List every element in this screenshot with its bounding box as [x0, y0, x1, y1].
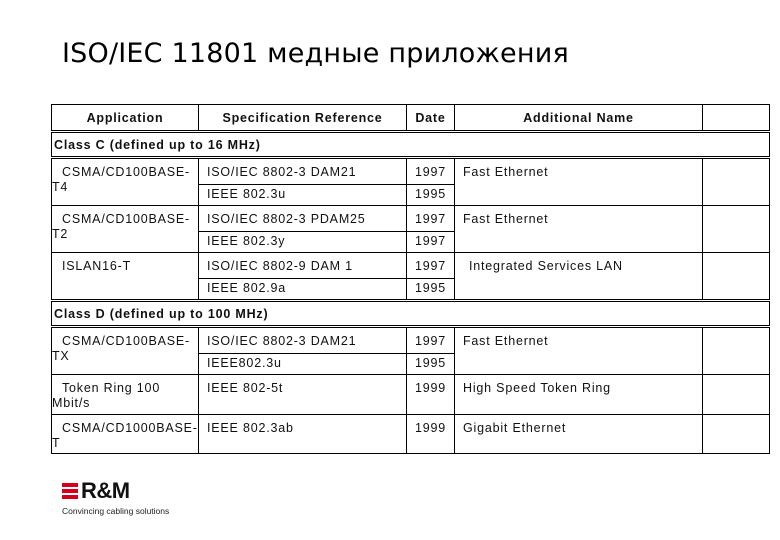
cell-spec: ISO/IEC 8802-3 DAM21	[199, 158, 407, 185]
cell-spec: IEEE 802.9a	[199, 279, 407, 301]
table-row	[52, 327, 770, 354]
app-line: CSMA/CD100BASE-	[62, 334, 191, 348]
section-row-class-c	[52, 132, 770, 158]
section-label: Class C (defined up to 16 MHz)	[52, 132, 770, 158]
header-additional-name: Additional Name	[455, 105, 703, 132]
cell-additional-name: Fast Ethernet	[455, 206, 703, 253]
cell-date: 1995	[407, 354, 455, 375]
page-title: ISO/IEC 11801 медные приложения	[62, 38, 569, 69]
cell-date: 1995	[407, 279, 455, 301]
cell-additional-name: High Speed Token Ring	[455, 375, 703, 415]
cell-application	[52, 327, 199, 375]
cell-blank	[703, 206, 770, 253]
cell-spec: IEEE 802.3u	[199, 185, 407, 206]
brand-logo	[62, 478, 169, 516]
cell-spec: IEEE 802.3y	[199, 232, 407, 253]
section-row-class-d	[52, 301, 770, 327]
header-blank	[703, 105, 770, 132]
cell-application	[52, 158, 199, 206]
cell-application	[52, 206, 199, 253]
header-specification-reference: Specification Reference	[199, 105, 407, 132]
table-row	[52, 415, 770, 454]
cell-additional-name: Integrated Services LAN	[455, 253, 703, 301]
table-row	[52, 375, 770, 415]
cell-blank	[703, 158, 770, 206]
app-line: ISLAN16-T	[62, 259, 132, 273]
table-row	[52, 253, 770, 279]
spec-table	[51, 104, 770, 454]
table-row	[52, 206, 770, 232]
header-date: Date	[407, 105, 455, 132]
section-label: Class D (defined up to 100 MHz)	[52, 301, 770, 327]
app-line: Token Ring 100	[62, 381, 161, 395]
cell-spec: ISO/IEC 8802-3 PDAM25	[199, 206, 407, 232]
brand-mark	[62, 478, 169, 504]
cell-application	[52, 253, 199, 301]
cell-date: 1997	[407, 158, 455, 185]
cell-blank	[703, 415, 770, 454]
cell-additional-name: Fast Ethernet	[455, 158, 703, 206]
cell-date: 1995	[407, 185, 455, 206]
cell-blank	[703, 327, 770, 375]
cell-date: 1997	[407, 327, 455, 354]
cell-date: 1997	[407, 253, 455, 279]
app-line: T	[52, 436, 61, 450]
app-line: CSMA/CD100BASE-	[62, 165, 191, 179]
app-line: T2	[52, 227, 69, 241]
cell-spec: IEEE 802.3ab	[199, 415, 407, 454]
brand-tagline: Convincing cabling solutions	[62, 506, 170, 516]
app-line: T4	[52, 180, 69, 194]
table-row	[52, 158, 770, 185]
cell-spec: ISO/IEC 8802-9 DAM 1	[199, 253, 407, 279]
app-line: CSMA/CD1000BASE-	[62, 421, 198, 435]
cell-date: 1997	[407, 206, 455, 232]
cell-date: 1997	[407, 232, 455, 253]
cell-application	[52, 375, 199, 415]
app-line: CSMA/CD100BASE-	[62, 212, 191, 226]
cell-blank	[703, 375, 770, 415]
cell-additional-name: Gigabit Ethernet	[455, 415, 703, 454]
table-header-row	[52, 105, 770, 132]
header-application: Application	[52, 105, 199, 132]
app-line: TX	[52, 349, 70, 363]
cell-date: 1999	[407, 415, 455, 454]
cell-spec: ISO/IEC 8802-3 DAM21	[199, 327, 407, 354]
cell-spec: IEEE 802-5t	[199, 375, 407, 415]
cell-additional-name: Fast Ethernet	[455, 327, 703, 375]
brand-name: R&M	[81, 478, 130, 503]
cell-blank	[703, 253, 770, 301]
cell-date: 1999	[407, 375, 455, 415]
app-line: Mbit/s	[52, 396, 91, 410]
cell-application	[52, 415, 199, 454]
stripes-icon	[62, 483, 78, 499]
cell-spec: IEEE802.3u	[199, 354, 407, 375]
